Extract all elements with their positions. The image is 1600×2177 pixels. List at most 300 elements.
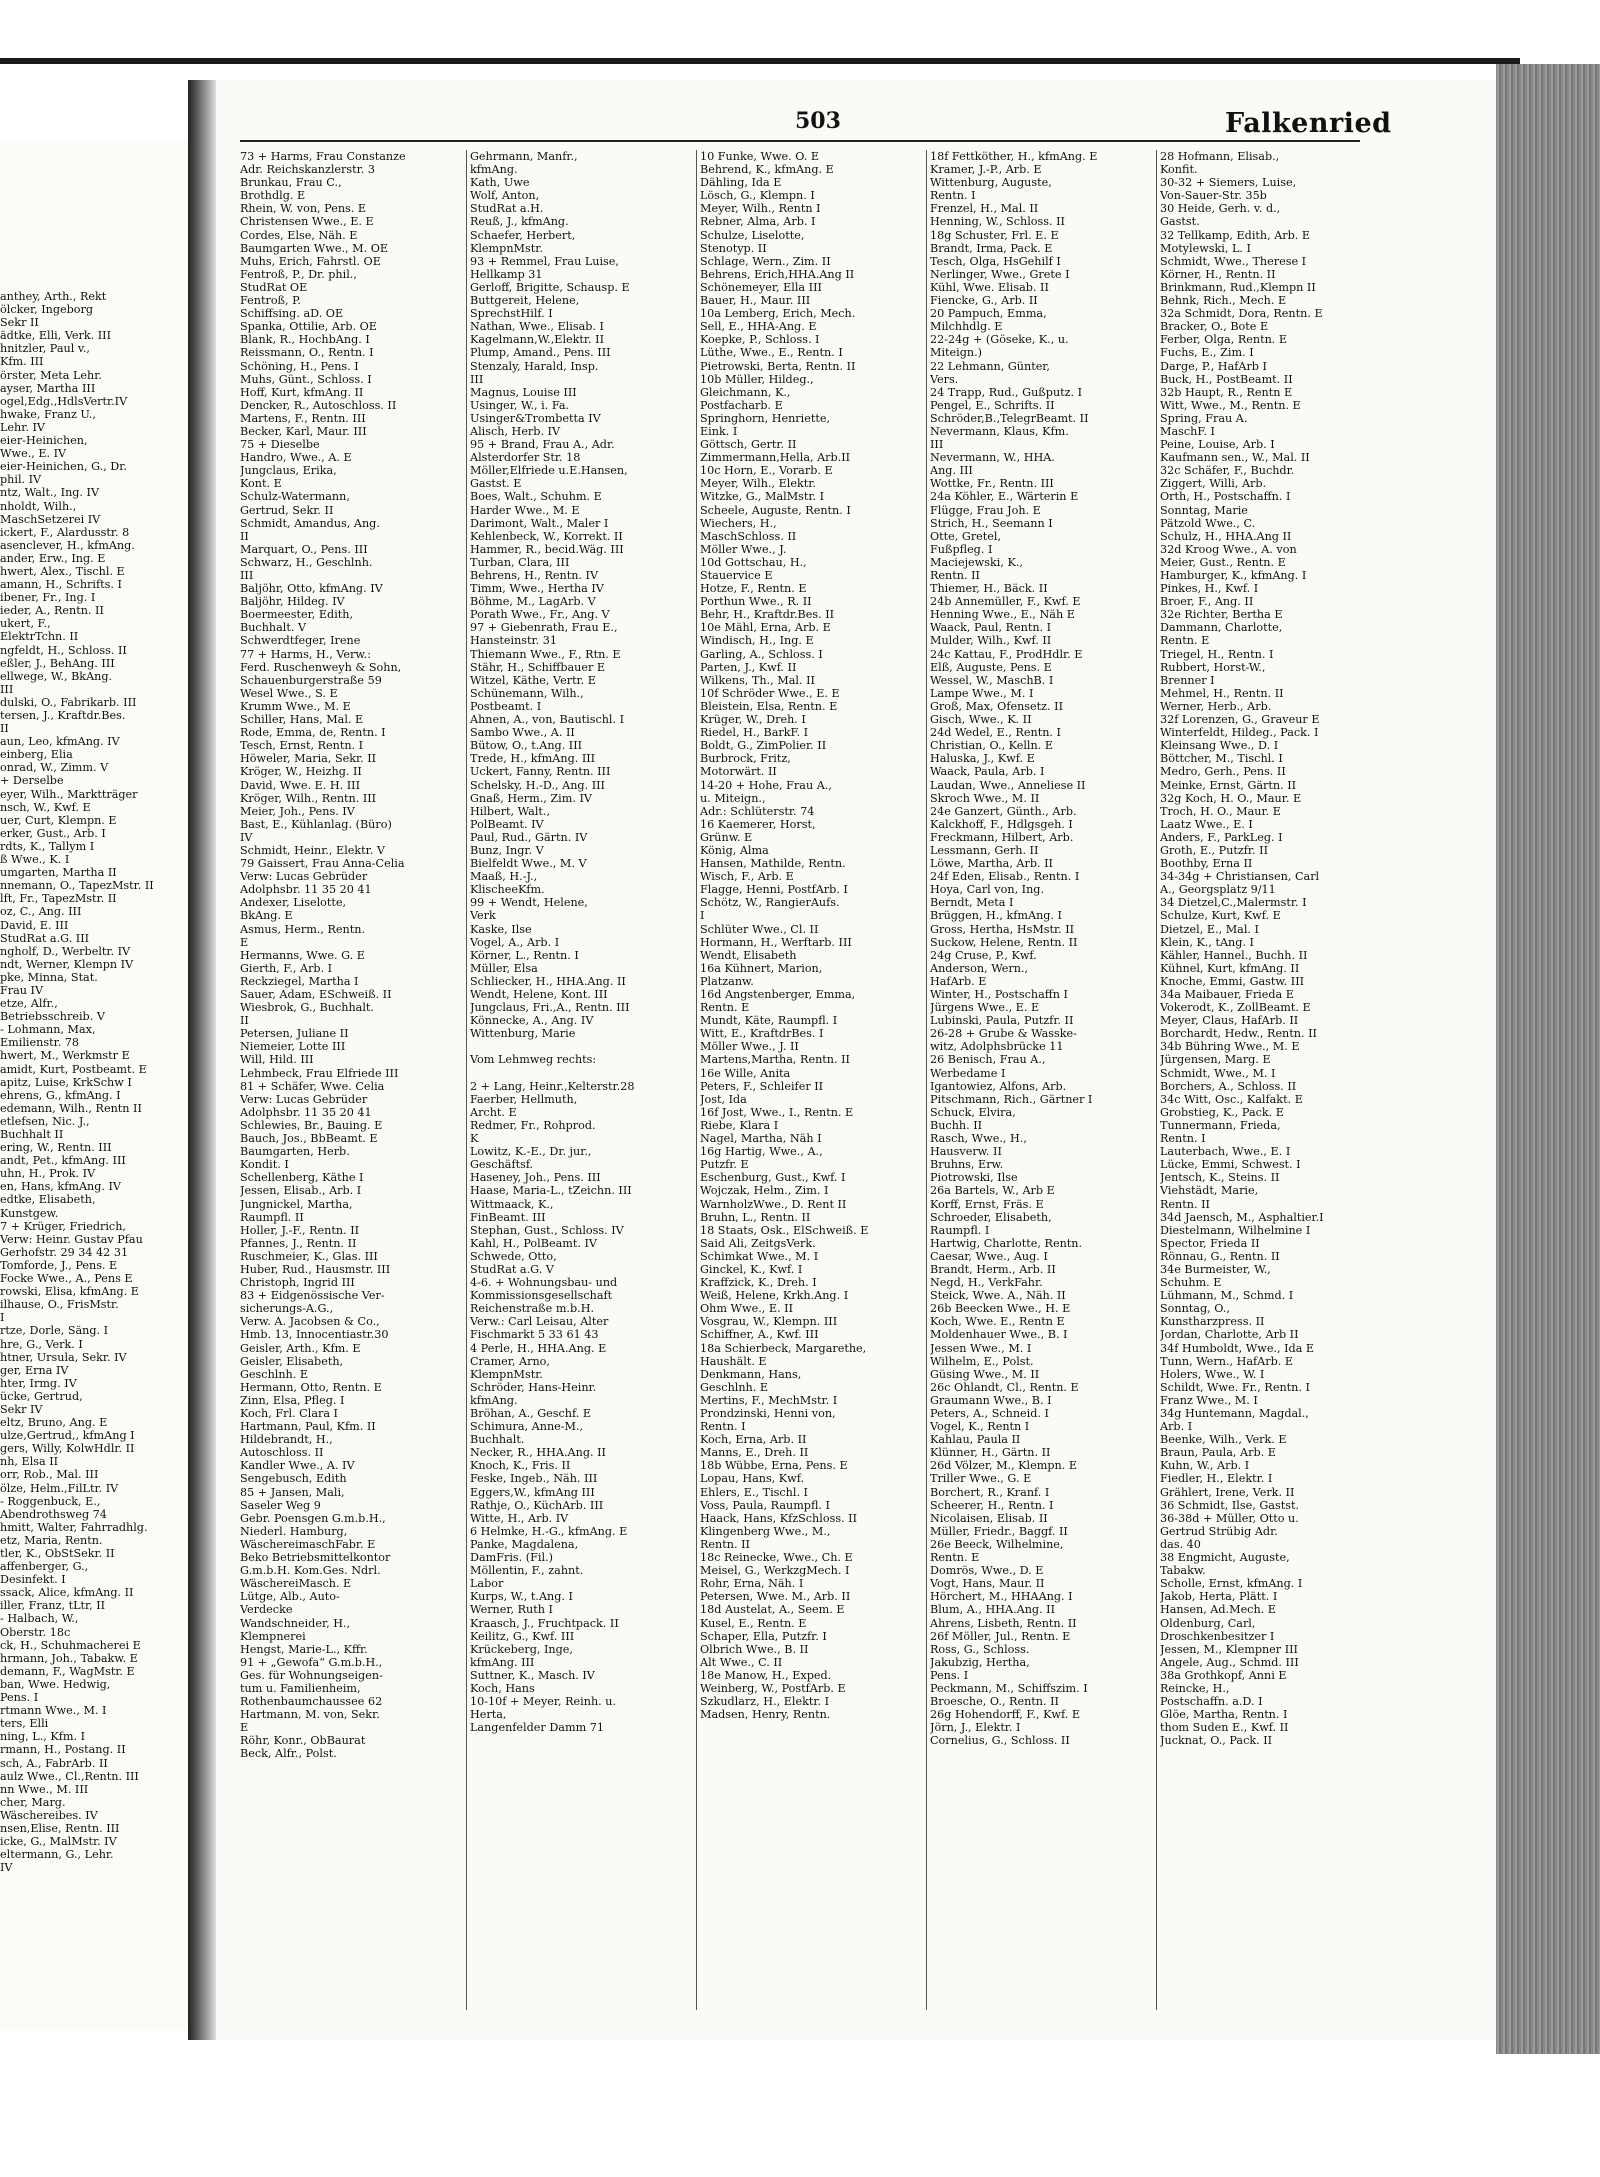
directory-entry-line: Bröhan, A., Geschf. E — [470, 1407, 592, 1420]
directory-entry-line: Mulder, Wilh., Kwf. II — [930, 634, 1052, 648]
directory-entry-line: Elß, Auguste, Pens. E — [930, 660, 1052, 674]
directory-entry-line: Von-Sauer-Str. 35b — [1160, 189, 1267, 203]
directory-entry-line: aulz Wwe., Cl.,Rentn. III — [0, 1769, 139, 1783]
directory-entry-line: Kunstgew. — [0, 1206, 59, 1220]
directory-entry-line: Langenfelder Damm 71 — [470, 1721, 604, 1735]
directory-entry-line: 18a Schierbeck, Margarethe, — [700, 1341, 867, 1355]
directory-entry-line: Porthun Wwe., R. II — [700, 595, 812, 609]
directory-entry-line: Schünemann, Wilh., — [470, 686, 584, 700]
directory-entry-line: Christensen Wwe., E. E — [240, 215, 374, 229]
directory-entry-line: Möller,Elfriede u.E.Hansen, — [470, 464, 628, 478]
directory-entry-line: Peters, F., Schleifer II — [700, 1079, 824, 1093]
directory-entry-line: Haase, Maria-L., tZeichn. III — [470, 1184, 632, 1198]
directory-entry-line: Ziggert, Willi, Arb. — [1160, 477, 1267, 491]
directory-entry-line: Asmus, Herm., Rentn. — [240, 922, 365, 936]
directory-entry-line: Vokerodt, K., ZollBeamt. E — [1160, 1001, 1311, 1015]
directory-entry-line: Fuchs, E., Zim. I — [1160, 346, 1254, 360]
directory-entry-line: Reincke, H., — [1160, 1681, 1230, 1695]
directory-entry-line: Suttner, K., Masch. IV — [470, 1668, 595, 1682]
directory-entry-line: Nerlinger, Wwe., Grete I — [930, 267, 1070, 281]
directory-entry-line: Springhorn, Henriette, — [700, 411, 831, 425]
directory-entry-line: Saseler Weg 9 — [240, 1498, 321, 1512]
directory-entry-line: Weiß, Helene, Krkh.Ang. I — [700, 1289, 849, 1303]
directory-entry-line: Timm, Wwe., Hertha IV — [470, 582, 604, 596]
directory-entry-line: Stenotyp. II — [700, 241, 767, 255]
directory-entry-line: Gierth, F., Arb. I — [240, 961, 333, 975]
directory-entry-line: Schmidt, Amandus, Ang. — [240, 516, 380, 530]
directory-entry-line: Kath, Uwe — [470, 176, 530, 190]
directory-entry-line: Rentn. E — [700, 1001, 750, 1015]
left-page-column — [0, 290, 186, 1874]
directory-entry-line: amann, H., Schrifts. I — [0, 578, 122, 592]
directory-entry-line: Waack, Paul, Rentn. I — [930, 621, 1052, 635]
directory-entry-line: anthey, Arth., Rekt — [0, 290, 107, 303]
directory-entry-line: MaschF. I — [1160, 424, 1215, 438]
directory-entry-line: kfmAng. III — [470, 1655, 535, 1669]
directory-entry-line: Tesch, Ernst, Rentn. I — [240, 739, 364, 753]
directory-column-1 — [240, 150, 462, 1761]
directory-entry-line: Jungclaus, Fri.,A., Rentn. III — [470, 1001, 630, 1015]
directory-entry-line: Broer, F., Ang. II — [1160, 595, 1254, 609]
directory-entry-line: hwert, Alex., Tischl. E — [0, 564, 125, 578]
directory-entry-line: Andexer, Liselotte, — [240, 896, 347, 910]
directory-entry-line: 26-28 + Grube & Wasske- — [930, 1027, 1077, 1041]
directory-entry-line: Zimmermann,Hella, Arb.II — [700, 451, 851, 465]
directory-entry-line: Mundt, Käte, Raumpfl. I — [700, 1014, 838, 1028]
directory-entry-line: 75 + Dieselbe — [240, 438, 320, 452]
directory-entry-line: 79 Gaissert, Frau Anna-Celia — [240, 857, 405, 871]
directory-entry-line: Klingenberg Wwe., M., — [700, 1524, 831, 1538]
directory-entry-line: Möller Wwe., J. II — [700, 1040, 799, 1054]
directory-entry-line: Vogel, K., Rentn I — [930, 1420, 1030, 1434]
directory-entry-line: Rhein, W. von, Pens. E — [240, 202, 367, 216]
directory-entry-line: Windisch, H., Ing. E — [700, 634, 814, 648]
directory-entry-line: das. 40 — [1160, 1537, 1201, 1551]
directory-entry-line: 26 Benisch, Frau A., — [930, 1053, 1046, 1067]
directory-entry-line: Laudan, Wwe., Anneliese II — [930, 778, 1086, 792]
directory-entry-line: Ruschmeier, K., Glas. III — [240, 1249, 378, 1263]
directory-entry-line: 32e Richter, Bertha E — [1160, 608, 1283, 622]
directory-entry-line: Betriebsschreib. V — [0, 1010, 105, 1024]
directory-entry-line — [470, 1067, 692, 1080]
directory-entry-line: Prondzinski, Henni von, — [700, 1407, 836, 1420]
directory-entry-line: Gross, Hertha, HsMstr. II — [930, 922, 1075, 936]
directory-entry-line: Manns, E., Dreh. II — [700, 1446, 809, 1460]
column-divider — [696, 150, 697, 2010]
directory-entry-line: Rentn. E — [1160, 634, 1210, 648]
directory-entry-line: Schaper, Ella, Putzfr. I — [700, 1629, 827, 1643]
directory-entry-line: Kuhn, W., Arb. I — [1160, 1459, 1250, 1473]
directory-entry-line: Hausverw. II — [930, 1145, 1002, 1159]
directory-entry-line: Korff, Ernst, Fräs. E — [930, 1197, 1044, 1211]
directory-entry-line: Kehlenbeck, W., Korrekt. II — [470, 529, 623, 543]
directory-entry-line: Weinberg, W., PostfArb. E — [700, 1681, 846, 1695]
directory-entry-line: Negd, H., VerkFahr. — [930, 1276, 1043, 1290]
directory-entry-line: IV — [0, 1861, 13, 1875]
directory-entry-line: Bleistein, Elsa, Rentn. E — [700, 699, 838, 713]
directory-entry-line: Haushält. E — [700, 1354, 767, 1368]
directory-entry-line: Hoya, Carl von, Ing. — [930, 883, 1045, 897]
directory-column-4 — [930, 150, 1152, 1747]
directory-entry-line: Plump, Amand., Pens. III — [470, 346, 611, 360]
directory-entry-line: Bruhn, L., Rentn. II — [700, 1210, 811, 1224]
directory-entry-line: Güsing Wwe., M. II — [930, 1367, 1040, 1381]
directory-entry-line: Igantowiez, Alfons, Arb. — [930, 1079, 1067, 1093]
directory-entry-line: Wittmaack, K., — [470, 1197, 554, 1211]
directory-entry-line: Berndt, Meta I — [930, 896, 1014, 910]
directory-entry-line: Borchers, A., Schloss. II — [1160, 1079, 1297, 1093]
directory-entry-line: Tabakw. — [1160, 1564, 1206, 1578]
directory-entry-line: Haseney, Joh., Pens. III — [470, 1171, 601, 1185]
directory-entry-line: Feske, Ingeb., Näh. III — [470, 1472, 598, 1486]
directory-entry-line: Hildebrandt, H., — [240, 1433, 333, 1447]
directory-entry-line: Usinger&Trombetta IV — [470, 411, 601, 425]
directory-entry-line: einberg, Elia — [0, 748, 73, 762]
directory-entry-line: Könnecke, A., Ang. IV — [470, 1014, 594, 1028]
directory-entry-line: Rode, Emma, de, Rentn. I — [240, 726, 386, 740]
directory-entry-line: Verk — [470, 909, 496, 923]
directory-entry-line: Lauterbach, Wwe., E. I — [1160, 1145, 1291, 1159]
directory-entry-line: ngholf, D., Werbeltr. IV — [0, 944, 131, 958]
directory-entry-line: Klein, K., tAng. I — [1160, 935, 1254, 949]
directory-entry-line: 16d Angstenberger, Emma, — [700, 988, 856, 1001]
directory-entry-line: 18e Manow, H., Exped. — [700, 1668, 832, 1682]
directory-entry-line: icke, G., MalMstr. IV — [0, 1835, 117, 1849]
directory-entry-line: Suckow, Helene, Rentn. II — [930, 935, 1078, 949]
directory-entry-line: Schlage, Wern., Zim. II — [700, 254, 831, 268]
directory-entry-line: ulze,Gertrud,, kfmAng I — [0, 1429, 135, 1443]
directory-entry-line: Gehrmann, Manfr., — [470, 150, 578, 163]
directory-entry-line: Geisler, Arth., Kfm. E — [240, 1341, 361, 1355]
directory-entry-line: David, Wwe. E. H. III — [240, 778, 361, 792]
directory-entry-line: Boes, Walt., Schuhm. E — [470, 490, 602, 504]
directory-entry-line: Stephan, Gust., Schloss. IV — [470, 1223, 624, 1237]
directory-entry-line: Gerloff, Brigitte, Schausp. E — [470, 280, 630, 294]
directory-entry-line: Tomforde, J., Pens. E — [0, 1258, 118, 1272]
directory-entry-line: Vogel, A., Arb. I — [470, 935, 560, 949]
directory-entry-line: Graumann Wwe., B. I — [930, 1393, 1052, 1407]
directory-entry-line: Pitschmann, Rich., Gärtner I — [930, 1092, 1093, 1106]
directory-entry-line: StudRat a.H. — [470, 202, 544, 216]
directory-entry-line: Fentroß, P., Dr. phil., — [240, 267, 357, 281]
directory-entry-line: Jost, Ida — [700, 1092, 747, 1106]
directory-entry-line: hter, Irmg. IV — [0, 1376, 77, 1390]
directory-entry-line: Hellkamp 31 — [470, 267, 543, 281]
directory-entry-line: tum u. Familienheim, — [240, 1681, 361, 1695]
directory-entry-line: Peckmann, M., Schiffszim. I — [930, 1681, 1088, 1695]
column-divider — [926, 150, 927, 2010]
directory-entry-line: Viehstädt, Marie, — [1160, 1184, 1259, 1198]
directory-entry-line: Geschlnh. E — [700, 1380, 769, 1394]
directory-entry-line: Gastst. E — [470, 477, 522, 491]
directory-entry-line: 10 Funke, Wwe. O. E — [700, 150, 820, 163]
directory-entry-line: Said Ali, ZeitgsVerk. — [700, 1236, 816, 1250]
directory-entry-line: 83 + Eidgenössische Ver- — [240, 1289, 385, 1303]
directory-entry-line: Bauch, Jos., BbBeamt. E — [240, 1132, 378, 1146]
directory-entry-line: 18f Fettköther, H., kfmAng. E — [930, 150, 1098, 163]
directory-entry-line: Riebe, Klara I — [700, 1118, 779, 1132]
directory-entry-line: Desinfekt. I — [0, 1573, 66, 1587]
directory-entry-line: Jakubzig, Hertha, — [930, 1655, 1030, 1669]
directory-entry-line: Lessmann, Gerh. II — [930, 843, 1039, 857]
directory-entry-line: Stenzaly, Harald, Insp. — [470, 359, 599, 373]
directory-entry-line: Krüger, W., Dreh. I — [700, 713, 806, 727]
directory-entry-line: Kahlau, Paula II — [930, 1433, 1021, 1447]
directory-entry-line: Frenzel, H., Mal. II — [930, 202, 1039, 216]
directory-entry-line: Rubbert, Horst-W., — [1160, 660, 1266, 674]
directory-entry-line: Boermeester, Edith, — [240, 608, 354, 622]
directory-entry-line: sch, A., FabrArb. II — [0, 1756, 108, 1770]
directory-entry-line: rtmann Wwe., M. I — [0, 1704, 107, 1718]
directory-entry-line: Troch, H. O., Maur. E — [1160, 804, 1281, 818]
directory-entry-line: hwake, Franz U., — [0, 407, 96, 421]
directory-entry-line: Wittenburg, Auguste, — [930, 176, 1052, 190]
directory-entry-line: Fentroß, P. — [240, 294, 301, 308]
directory-entry-line: Bielfeldt Wwe., M. V — [470, 857, 587, 871]
directory-column-3 — [700, 150, 922, 1721]
directory-entry-line: Parten, J., Kwf. II — [700, 660, 797, 674]
directory-entry-line: 30-32 + Siemers, Luise, — [1160, 176, 1297, 190]
directory-entry-line: Wisch, F., Arb. E — [700, 870, 794, 884]
directory-entry-line: Schelsky, H.-D., Ang. III — [470, 778, 605, 792]
directory-entry-line: Archt. E — [470, 1105, 517, 1119]
directory-entry-line: Koch, Hans — [470, 1681, 535, 1695]
directory-entry-line: kfmAng. — [470, 163, 518, 177]
directory-entry-line: Voss, Paula, Raumpfl. I — [700, 1498, 830, 1512]
directory-entry-line: Anders, F., ParkLeg. I — [1160, 830, 1283, 844]
directory-entry-line: Schmidt, Wwe., Therese I — [1160, 254, 1307, 268]
directory-entry-line: Diestelmann, Wilhelmine I — [1160, 1223, 1311, 1237]
directory-entry-line: Pietrowski, Berta, Rentn. II — [700, 359, 856, 373]
directory-entry-line: + Derselbe — [0, 774, 64, 788]
directory-entry-line: Witzel, Käthe, Vertr. E — [470, 673, 596, 687]
directory-entry-line: Scholle, Ernst, kfmAng. I — [1160, 1577, 1303, 1591]
directory-entry-line: Schulz-Watermann, — [240, 490, 350, 504]
directory-entry-line: Borchardt, Hedw., Rentn. II — [1160, 1027, 1317, 1041]
directory-entry-line: 22 Lehmann, Günter, — [930, 359, 1050, 373]
directory-entry-line: StudRat a.G. III — [0, 931, 90, 945]
directory-entry-line: Riedel, H., BarkF. I — [700, 726, 809, 740]
directory-entry-line: Raumpfl. I — [930, 1223, 990, 1237]
directory-entry-line: Rohr, Erna, Näh. I — [700, 1577, 804, 1591]
directory-entry-line: IV — [240, 830, 253, 844]
directory-entry-line: Ginckel, K., Kwf. I — [700, 1262, 803, 1276]
page-number: 503 — [795, 108, 841, 134]
directory-entry-line: Rentn. II — [700, 1537, 750, 1551]
directory-entry-line: eier-Heinichen, G., Dr. — [0, 460, 127, 474]
column-divider — [1156, 150, 1157, 2010]
directory-entry-line: Bütow, O., t.Ang. III — [470, 739, 583, 753]
directory-entry-line: Peters, A., Schneid. I — [930, 1407, 1049, 1420]
directory-entry-line: Vosgrau, W., Klempn. III — [700, 1315, 838, 1329]
directory-entry-line: Lücke, Emmi, Schwest. I — [1160, 1158, 1301, 1172]
directory-entry-line: Kühnel, Kurt, kfmAng. II — [1160, 961, 1300, 975]
directory-entry-line: etze, Alfr., — [0, 997, 58, 1011]
directory-entry-line: Kommissionsgesellschaft — [470, 1289, 613, 1303]
directory-entry-line: ntz, Walt., Ing. IV — [0, 486, 100, 500]
directory-entry-line: lft, Fr., TapezMstr. II — [0, 892, 117, 906]
directory-entry-line: 32g Koch, H. O., Maur. E — [1160, 791, 1302, 805]
directory-entry-line: uer, Curt, Klempn. E — [0, 813, 117, 827]
directory-entry-line: - Lohmann, Max, — [0, 1023, 96, 1037]
directory-entry-line: Madsen, Henry, Rentn. — [700, 1708, 831, 1722]
directory-entry-line: ellwege, W., BkAng. — [0, 669, 113, 683]
directory-entry-line: Wessel, W., MaschB. I — [930, 673, 1054, 687]
directory-entry-line: Rothenbaumchaussee 62 — [240, 1695, 383, 1709]
directory-entry-line: 77 + Harms, H., Verw.: — [240, 647, 371, 661]
directory-entry-line: Ohm Wwe., E. II — [700, 1302, 794, 1316]
directory-entry-line: Keilitz, G., Kwf. III — [470, 1629, 575, 1643]
directory-entry-line: Bast, E., Kühlanlag. (Büro) — [240, 817, 392, 831]
directory-entry-line: Kaske, Ilse — [470, 922, 532, 936]
directory-entry-line: Hartmann, M. von, Sekr. — [240, 1708, 380, 1722]
directory-entry-line: ilhause, O., FrisMstr. — [0, 1298, 119, 1312]
directory-entry-line: iller, Franz, tLtr, II — [0, 1599, 106, 1613]
directory-entry-line: 26d Völzer, M., Klempn. E — [930, 1459, 1077, 1473]
directory-entry-line: Jordan, Charlotte, Arb II — [1160, 1328, 1299, 1342]
directory-entry-line: Nevermann, Klaus, Kfm. — [930, 424, 1069, 438]
directory-entry-line: Vom Lehmweg rechts: — [470, 1053, 597, 1067]
directory-entry-line: ayser, Martha III — [0, 381, 96, 395]
directory-entry-line: Kagelmann,W.,Elektr. II — [470, 333, 604, 347]
directory-entry-line: 34f Humboldt, Wwe., Ida E — [1160, 1341, 1315, 1355]
directory-entry-line: Jungnickel, Martha, — [240, 1197, 353, 1211]
directory-entry-line: orr, Rob., Mal. III — [0, 1468, 99, 1482]
directory-entry-line: 26b Beecken Wwe., H. E — [930, 1302, 1071, 1316]
directory-entry-line: Domrös, Wwe., D. E — [930, 1564, 1044, 1578]
directory-entry-line: Schiller, Hans, Mal. E — [240, 713, 364, 727]
directory-entry-line: ieder, A., Rentn. II — [0, 604, 104, 618]
directory-entry-line: oz, C., Ang. III — [0, 905, 82, 919]
directory-entry-line: Hansen, Mathilde, Rentn. — [700, 857, 846, 871]
directory-entry-line: Rentn. E — [930, 1551, 980, 1565]
directory-entry-line: Ges. für Wohnungseigen- — [240, 1668, 383, 1682]
directory-entry-line: Kusel, E., Rentn. E — [700, 1616, 807, 1630]
directory-entry-line: hnitzler, Paul v., — [0, 342, 90, 356]
directory-entry-line: 28 Hofmann, Elisab., — [1160, 150, 1280, 163]
directory-entry-line: Jentsch, K., Steins. II — [1160, 1171, 1280, 1185]
directory-entry-line: Reissmann, O., Rentn. I — [240, 346, 374, 360]
directory-entry-line: 24c Kattau, F., ProdHdlr. E — [930, 647, 1083, 661]
directory-entry-line: StudRat a.G. V — [470, 1262, 554, 1276]
directory-entry-line: Werner, Herb., Arb. — [1160, 699, 1272, 713]
directory-entry-line: Stauervice E — [700, 569, 773, 582]
directory-entry-line: Sekr IV — [0, 1402, 43, 1416]
directory-entry-line: Petersen, Juliane II — [240, 1027, 349, 1041]
directory-entry-line: Schauenburgerstraße 59 — [240, 673, 382, 687]
directory-entry-line: Beko Betriebsmittelkontor — [240, 1551, 391, 1565]
directory-entry-line: 26f Möller, Jul., Rentn. E — [930, 1629, 1071, 1643]
directory-entry-line: 26g Hohendorff, F., Kwf. E — [930, 1708, 1081, 1722]
directory-entry-line: Ross, G., Schloss. — [930, 1642, 1030, 1656]
directory-entry-line: demann, F., WagMstr. E — [0, 1664, 135, 1678]
directory-entry-line: ogel,Edg.,HdlsVertr.IV — [0, 394, 128, 408]
directory-entry-line: Kaufmann sen., W., Mal. II — [1160, 451, 1310, 465]
directory-entry-line: Rasch, Wwe., H., — [930, 1132, 1027, 1146]
directory-entry-line: Lampe Wwe., M. I — [930, 686, 1034, 700]
directory-entry-line: Pens. I — [0, 1691, 39, 1705]
directory-entry-line: etlefsen, Nic. J., — [0, 1114, 90, 1128]
directory-entry-line: en, Hans, kfmAng. IV — [0, 1180, 122, 1194]
directory-entry-line: hrmann, Joh., Tabakw. E — [0, 1651, 138, 1665]
directory-entry-line: Niemeier, Lotte III — [240, 1040, 346, 1054]
directory-entry-line: Thiemer, H., Bäck. II — [930, 582, 1048, 596]
directory-entry-line: Hartmann, Paul, Kfm. II — [240, 1420, 376, 1434]
directory-entry-line: WäschereimaschFabr. E — [240, 1537, 376, 1551]
directory-entry-line: Autoschloss. II — [240, 1446, 324, 1460]
directory-entry-line: ering, W., Rentn. III — [0, 1141, 112, 1155]
directory-entry-line: Hotze, F., Rentn. E — [700, 582, 807, 596]
directory-entry-line: Dähling, Ida E — [700, 176, 782, 190]
directory-entry-line: Grobstieg, K., Pack. E — [1160, 1105, 1284, 1119]
directory-entry-line: Pfannes, J., Rentn. II — [240, 1236, 357, 1250]
directory-entry-line: 10a Lemberg, Erich, Mech. — [700, 307, 856, 321]
directory-entry-line: 22-24g + (Göseke, K., u. — [930, 333, 1069, 347]
directory-entry-line: David, E. III — [0, 918, 69, 932]
directory-entry-line: Adolphsbr. 11 35 20 41 — [240, 883, 372, 897]
directory-entry-line: Nevermann, W., HHA. — [930, 451, 1055, 465]
directory-entry-line: Rentn. II — [1160, 1197, 1210, 1211]
directory-entry-line: 34a Maibauer, Frieda E — [1160, 988, 1294, 1001]
directory-entry-line: Pätzold Wwe., C. — [1160, 516, 1256, 530]
directory-entry-line: Reckziegel, Martha I — [240, 974, 359, 988]
directory-entry-line: onrad, W., Zimm. V — [0, 761, 109, 775]
directory-entry-line: Haack, Hans, KfzSchloss. II — [700, 1511, 858, 1525]
directory-entry-line: Dencker, R., Autoschloss. II — [240, 398, 397, 412]
directory-entry-line: Adr.: Schlüterstr. 74 — [700, 804, 815, 818]
directory-entry-line: ß Wwe., K. I — [0, 853, 70, 867]
directory-entry-line: Schmidt, Wwe., M. I — [1160, 1066, 1276, 1080]
directory-entry-line: Focke Wwe., A., Pens E — [0, 1272, 133, 1286]
directory-entry-line: Lowitz, K.-E., Dr. jur., — [470, 1145, 592, 1159]
directory-entry-line: Hormann, H., Werftarb. III — [700, 935, 852, 949]
directory-entry-line: Jessen Wwe., M. I — [930, 1341, 1032, 1355]
directory-entry-line: Wäschereibes. IV — [0, 1808, 98, 1822]
directory-entry-line: Tunnermann, Frieda, — [1160, 1118, 1281, 1132]
directory-entry-line: Oldenburg, Carl, — [1160, 1616, 1256, 1630]
directory-entry-line: Schliecker, H., HHA.Ang. II — [470, 974, 626, 988]
directory-entry-line: ban, Wwe. Hedwig, — [0, 1677, 111, 1691]
directory-entry-line: Ahrens, Lisbeth, Rentn. II — [930, 1616, 1077, 1630]
directory-entry-line: Verw: Lucas Gebrüder — [240, 1092, 368, 1106]
directory-entry-line: Hoff, Kurt, kfmAng. II — [240, 385, 364, 399]
directory-entry-line: 10f Schröder Wwe., E. E — [700, 686, 840, 700]
directory-entry-line: Witzke, G., MalMstr. I — [700, 490, 825, 504]
directory-entry-line: Becker, Karl, Maur. III — [240, 424, 367, 438]
directory-entry-line: Schröder, Hans-Heinr. — [470, 1380, 597, 1394]
directory-entry-line: nn Wwe., M. III — [0, 1782, 89, 1796]
directory-entry-line: Turban, Clara, III — [470, 555, 570, 569]
directory-entry-line: Hammer, R., becid.Wäg. III — [470, 542, 624, 556]
directory-entry-line — [470, 1040, 692, 1053]
directory-entry-line: 34 Dietzel,C.,Malermstr. I — [1160, 896, 1307, 910]
directory-entry-line: Baumgarten Wwe., M. OE — [240, 241, 389, 255]
directory-entry-line: Müller, Elsa — [470, 961, 538, 975]
directory-entry-line: cher, Marg. — [0, 1795, 66, 1809]
directory-entry-line: Koch, Erna, Arb. II — [700, 1433, 807, 1447]
directory-entry-line: E — [240, 1721, 249, 1735]
directory-entry-line: Gastst. — [1160, 215, 1200, 229]
directory-entry-line: Geisler, Elisabeth, — [240, 1354, 344, 1368]
directory-entry-line: 26e Beeck, Wilhelmine, — [930, 1537, 1064, 1551]
directory-entry-line: 4-6. + Wohnungsbau- und — [470, 1276, 618, 1290]
directory-entry-line: 97 + Giebenrath, Frau E., — [470, 621, 618, 635]
directory-entry-line: Peine, Louise, Arb. I — [1160, 438, 1275, 452]
directory-entry-line: Pinkes, H., Kwf. I — [1160, 582, 1259, 596]
directory-entry-line: Darge, P., HafArb I — [1160, 359, 1267, 373]
directory-entry-line: Hermann, Otto, Rentn. E — [240, 1380, 382, 1394]
directory-entry-line: Winterfeldt, Hildeg., Pack. I — [1160, 726, 1319, 740]
